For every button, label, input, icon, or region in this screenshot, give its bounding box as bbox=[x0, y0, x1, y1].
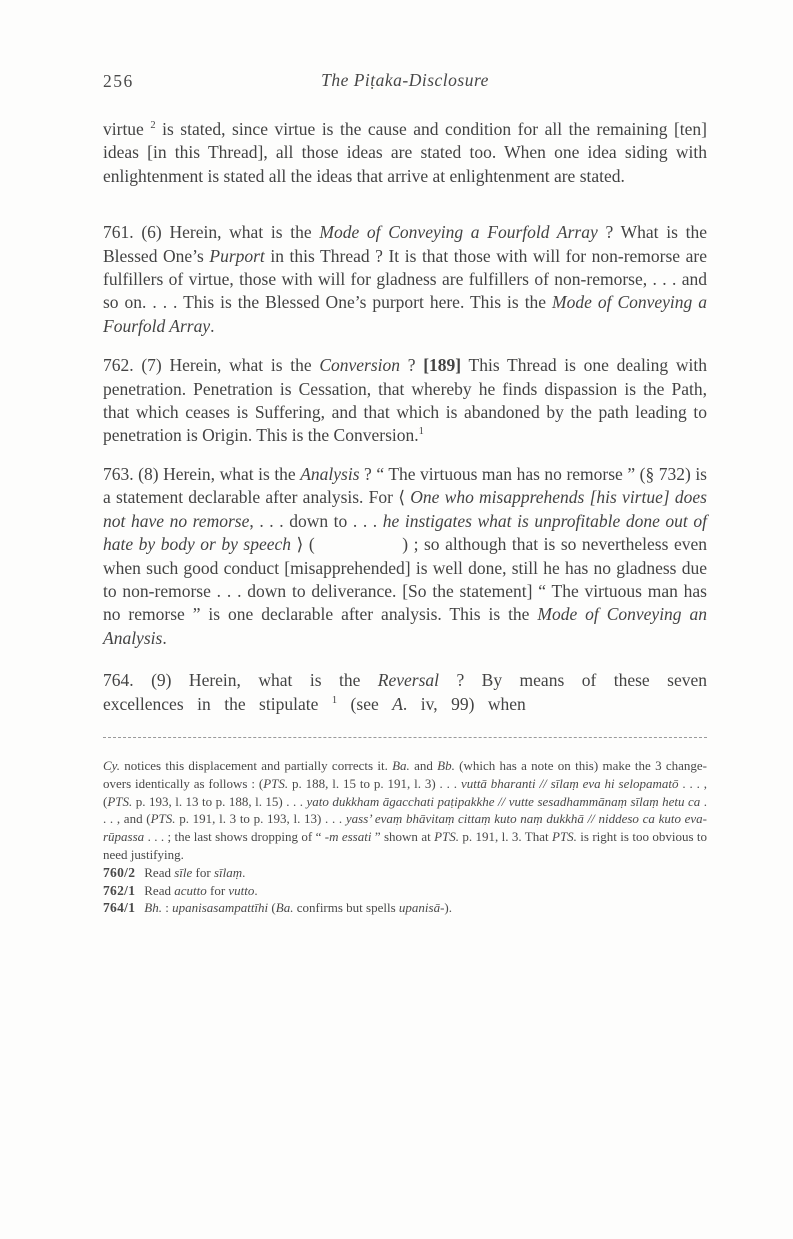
footnote-label: 760/2 bbox=[103, 864, 136, 880]
footnotes-section bbox=[103, 757, 707, 917]
paragraph-continuation: virtue $^2$ is stated, since virtue is the cause and condition for all the remaining [ten] ideas [in this Thread], all those ideas are stated too. When one idea siding with enlightenment is stated all the ideas that arrive at enlightenment are stated. bbox=[103, 119, 707, 186]
text-block bbox=[103, 118, 707, 716]
footnote-item-760-2 bbox=[103, 864, 707, 882]
footnote-item-762-1 bbox=[103, 882, 707, 900]
page-header bbox=[103, 70, 707, 94]
running-title: The Piṭaka-Disclosure bbox=[321, 70, 489, 90]
paragraph-763: 763. (8) Herein, what is the Analysis ? “ The virtuous man has no remorse ” (§ 732) is a statement declarable after analysis. For ⟨ One who misapprehends [his virtue] does not have no remorse, . . . down to . . . he instigates what is unprofitable done out of hate by body or by speech ⟩ ( ) ; so although that is so nevertheless even when such good conduct [misapprehended] is well done, still he has no gladness due to non-remorse . . . down to deliverance. [So the statement] “ The virtuous man has no remorse ” is one declarable after analysis. This is the Mode of Conveying an Analysis. bbox=[103, 463, 707, 648]
paragraph-762: 762. (7) Herein, what is the Conversion ? [189] This Thread is one dealing with penetration. Penetration is Cessation, that whereby he finds dispassion is the Path, that which ceases is Suffering, and that which is abandoned by the path leading to penetration is Origin. This is the Conversion.$^1$ bbox=[103, 355, 707, 446]
footnote-separator bbox=[103, 737, 707, 738]
page-number: 256 bbox=[103, 71, 134, 91]
paragraph-764: 764. (9) Herein, what is the Reversal ? By means of these seven excellences in the stipulate $^1$ (see A. iv, 99) when bbox=[103, 670, 707, 714]
footnote-continuation: Cy. notices this displacement and partially corrects it. Ba. and Bb. (which has a note on this) make the 3 change-overs identically as follows : (PTS. p. 188, l. 15 to p. 191, l. 3) . . . vuttā bharanti // sīlaṃ eva hi selopamatō . . . , (PTS. p. 193, l. 13 to p. 188, l. 15) . . . yato dukkham āgacchati paṭipakkhe // vutte sesadhammānaṃ sīlaṃ hetu ca . . . , and (PTS. p. 191, l. 3 to p. 193, l. 13) . . . yass’ evaṃ bhāvitaṃ cittaṃ kuto naṃ dukkhā // niddeso ca kuto eva-rūpassa . . . ; the last shows dropping of “ -m essati ” shown at PTS. p. 191, l. 3. That PTS. is right is too obvious to need justifying. bbox=[103, 757, 708, 862]
footnote-item-764-1 bbox=[103, 899, 707, 917]
footnote-label: 764/1 bbox=[103, 900, 136, 916]
footnote-text: Read sīle for sīlaṃ. bbox=[144, 864, 246, 880]
footnote-text: Read acutto for vutto. bbox=[144, 882, 258, 898]
footnote-label: 762/1 bbox=[103, 882, 136, 898]
footnote-text: Bh. : upanisasampattīhi (Ba. confirms but spells upanisā-). bbox=[144, 900, 452, 916]
paragraph-761: 761. (6) Herein, what is the Mode of Conveying a Fourfold Array ? What is the Blessed One’s Purport in this Thread ? It is that those with will for non-remorse are fulfillers of virtue, those with will for gladness are fulfillers of non-remorse, . . . and so on. . . . This is the Blessed One’s purport here. This is the Mode of Conveying a Fourfold Array. bbox=[103, 222, 707, 336]
